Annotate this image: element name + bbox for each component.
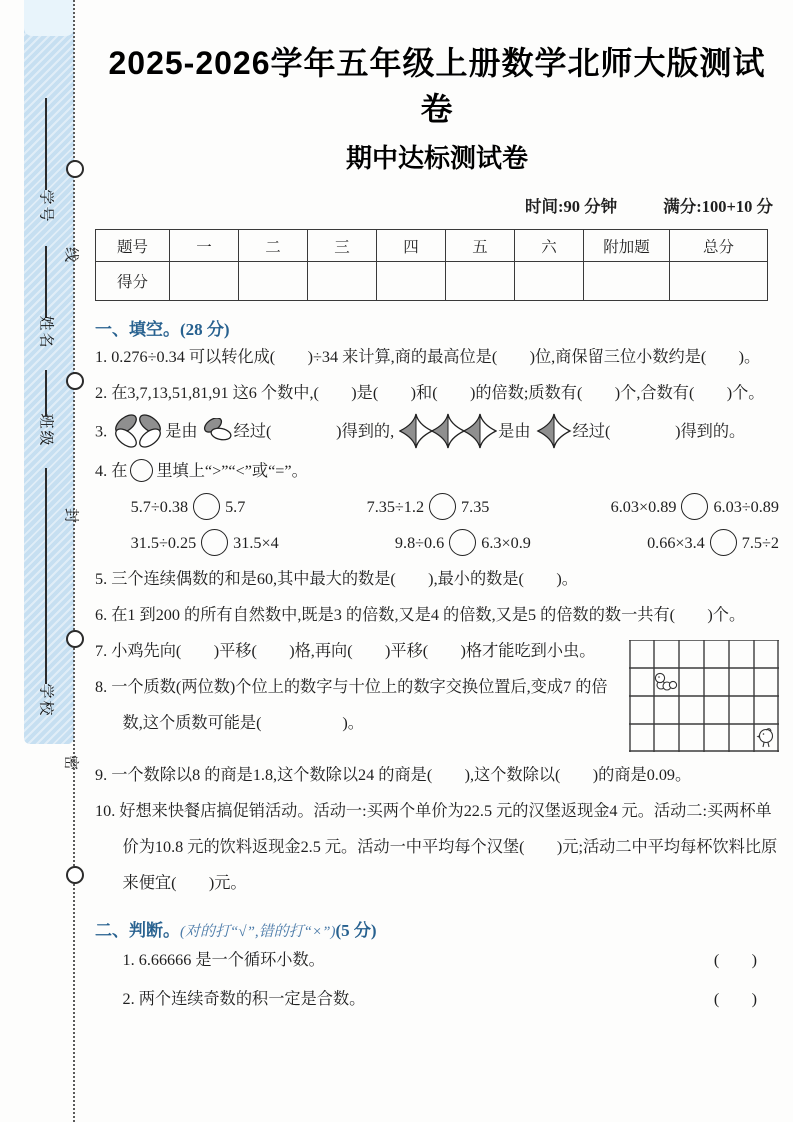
section-judge-heading — [95, 916, 779, 941]
fill-question-4-intro — [95, 454, 779, 490]
q4-intro-post: 里填上“>”“<”或“=”。 — [156, 461, 308, 480]
full-score: 满分:100+10 分 — [663, 197, 773, 216]
compare-item — [131, 490, 246, 526]
score-header-cell: 总分 — [670, 230, 768, 262]
seal-margin-band — [24, 0, 74, 744]
paper-title: 2025-2026学年五年级上册数学北师大版测试卷 — [108, 45, 766, 127]
seal-circle — [66, 160, 84, 178]
score-cell-empty — [170, 262, 239, 301]
star-shape-icon — [536, 412, 572, 450]
score-header-cell: 六 — [515, 230, 584, 262]
exam-info-line — [95, 193, 779, 217]
section-fill-heading — [95, 315, 779, 340]
seal-char-text: 密 — [62, 754, 79, 770]
q3-text-segment: 是由 — [498, 422, 531, 441]
compare-left: 9.8÷0.6 — [394, 533, 445, 552]
seal-char-feng — [62, 506, 83, 526]
school-label — [37, 682, 58, 720]
compare-circle — [681, 493, 708, 520]
fill-question-8: 8. 一个质数(两位数)个位上的数字与十位上的数字交换位置后,变成7 的倍数,这个质数可能是( )。 — [95, 677, 608, 732]
compare-right: 6.3×0.9 — [481, 533, 531, 552]
compare-left: 31.5÷0.25 — [130, 533, 197, 552]
score-header-cell: 一 — [170, 230, 239, 262]
time-limit: 时间:90 分钟 — [524, 197, 618, 216]
field-line — [45, 98, 47, 190]
judge-question-text: 1. 6.66666 是一个循环小数。 — [122, 950, 325, 969]
fill-question-6: 6. 在1 到200 的所有自然数中,既是3 的倍数,又是4 的倍数,又是5 的倍数的数一共有( )个。 — [95, 605, 746, 624]
compare-item — [367, 490, 490, 526]
compare-left: 7.35÷1.2 — [366, 497, 425, 516]
q4-intro-pre: 4. 在 — [95, 461, 128, 480]
seal-margin-band-cap — [24, 0, 74, 36]
judge-question-1 — [95, 941, 779, 981]
pinwheel-unit-shape-icon — [203, 418, 233, 443]
judge-answer-blank: ( ) — [713, 950, 757, 969]
paper-content — [95, 38, 779, 1020]
compare-item — [611, 490, 779, 526]
compare-row-1 — [95, 490, 779, 526]
question-number: 3. — [95, 422, 108, 441]
class-label — [37, 412, 58, 450]
compare-left: 5.7÷0.38 — [130, 497, 189, 516]
seal-char-text: 线 — [62, 246, 79, 262]
score-table — [95, 229, 768, 301]
compare-right: 7.35 — [461, 497, 490, 516]
section-judge-note: (对的打“√”,错的打“×”) — [180, 923, 336, 940]
judge-question-2 — [95, 980, 779, 1020]
fill-question-9: 9. 一个数除以8 的商是1.8,这个数除以24 的商是( ),这个数除以( )的商是0.09。 — [95, 765, 692, 784]
judge-question-text: 2. 两个连续奇数的积一定是合数。 — [122, 990, 366, 1009]
compare-circle — [449, 529, 476, 556]
translation-grid-figure — [629, 640, 779, 752]
seal-circle — [66, 866, 84, 884]
worm-icon — [655, 673, 676, 690]
compare-circle — [710, 529, 737, 556]
q3-text-segment: 经过( )得到的, — [233, 422, 395, 441]
score-cell-empty — [584, 262, 670, 301]
student-id-label — [37, 188, 58, 226]
compare-item — [647, 526, 779, 562]
paper-subtitle: 期中达标测试卷 — [345, 143, 528, 173]
field-line — [45, 246, 47, 318]
score-cell-empty — [377, 262, 446, 301]
score-header-cell: 四 — [377, 230, 446, 262]
score-cell-empty — [515, 262, 584, 301]
field-line — [45, 468, 47, 684]
compare-row-2 — [95, 526, 779, 562]
compare-right: 31.5×4 — [233, 533, 279, 552]
chick-icon — [757, 728, 773, 746]
seal-char-text: 封 — [62, 507, 79, 523]
compare-left: 0.66×3.4 — [647, 533, 705, 552]
question-7-8-block — [95, 634, 779, 742]
section-fill-heading-text: 一、填空。 — [95, 320, 180, 339]
seal-circle — [66, 372, 84, 390]
score-cell-empty — [670, 262, 768, 301]
star-row-shape-icon — [399, 412, 497, 450]
compare-circle — [130, 459, 153, 482]
score-header-cell: 五 — [446, 230, 515, 262]
score-row-label: 得分 — [96, 262, 170, 301]
pinwheel-shape-icon — [112, 414, 164, 448]
judge-answer-blank: ( ) — [713, 990, 757, 1009]
score-header-cell: 题号 — [96, 230, 170, 262]
q3-text-segment: 经过( )得到的。 — [572, 422, 746, 441]
section-fill-points: (28 分) — [180, 320, 230, 339]
score-cell-empty — [239, 262, 308, 301]
score-cell-empty — [446, 262, 515, 301]
compare-circle — [429, 493, 456, 520]
section-judge-heading-text: 二、判断。 — [95, 920, 180, 940]
student-name-label-text: 姓名 — [37, 315, 54, 350]
compare-right: 6.03÷0.89 — [713, 497, 779, 516]
class-label-text: 班级 — [37, 413, 54, 448]
fill-question-10: 10. 好想来快餐店搞促销活动。活动一:买两个单价为22.5 元的汉堡返现金4 元。活动二:买两杯单价为10.8 元的饮料返现金2.5 元。活动一中平均每个汉堡( )元;活动二中平均每杯饮料比原来便宜( )元。 — [95, 801, 778, 892]
field-line — [45, 370, 47, 416]
seal-char-xian — [62, 245, 83, 265]
compare-item — [131, 526, 279, 562]
score-header-cell: 二 — [239, 230, 308, 262]
fill-question-3 — [95, 412, 779, 454]
score-header-cell: 附加题 — [584, 230, 670, 262]
seal-circle — [66, 630, 84, 648]
compare-circle — [201, 529, 228, 556]
seal-char-mi — [62, 753, 83, 773]
fill-question-2: 2. 在3,7,13,51,81,91 这6 个数中,( )是( )和( )的倍数;质数有( )个,合数有( )个。 — [95, 383, 765, 402]
compare-right: 7.5÷2 — [741, 533, 779, 552]
section-judge-points: (5 分) — [335, 920, 377, 940]
fill-question-5: 5. 三个连续偶数的和是60,其中最大的数是( ),最小的数是( )。 — [95, 569, 578, 588]
compare-item — [395, 526, 531, 562]
compare-circle — [193, 493, 220, 520]
score-cell-empty — [308, 262, 377, 301]
fill-question-7: 7. 小鸡先向( )平移( )格,再向( )平移( )格才能吃到小虫。 — [95, 641, 596, 660]
compare-right: 5.7 — [225, 497, 246, 516]
student-name-label — [37, 314, 58, 352]
student-id-label-text: 学号 — [37, 189, 54, 224]
school-label-text: 学校 — [37, 683, 54, 718]
compare-left: 6.03×0.89 — [610, 497, 677, 516]
score-header-cell: 三 — [308, 230, 377, 262]
q3-text-segment: 是由 — [165, 422, 198, 441]
fill-question-1: 1. 0.276÷0.34 可以转化成( )÷34 来计算,商的最高位是( )位,商保留三位小数约是( )。 — [95, 348, 761, 366]
